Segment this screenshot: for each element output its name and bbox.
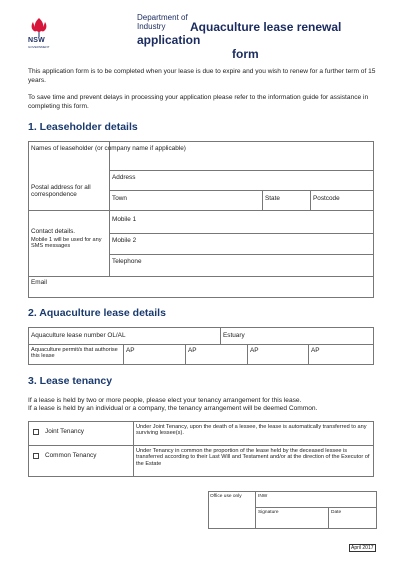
form-title-line3: form xyxy=(232,47,259,61)
town-label: Town xyxy=(112,195,127,202)
email-label: Email xyxy=(31,279,47,286)
permit-ap-3: AP xyxy=(250,347,259,354)
joint-tenancy-description: Under Joint Tenancy, upon the death of a lessee, the lease is automatically transferred to any surviving lessee(s). xyxy=(136,424,367,437)
mobile-2-label: Mobile 2 xyxy=(112,237,137,244)
office-use-label: Office use only xyxy=(210,494,242,499)
postal-address-label: Postal address for all correspondence xyxy=(31,184,91,199)
common-tenancy-label: Common Tenancy xyxy=(45,452,97,459)
permit-ap-2: AP xyxy=(188,347,197,354)
intro-paragraph-2: To save time and prevent delays in processing your application please refer to the information guide for assistance in completing this form. xyxy=(28,94,369,110)
form-title: Aquaculture lease renewal xyxy=(190,20,342,34)
state-label: State xyxy=(265,195,280,202)
permits-label: Aquaculture permit/s that authorise this lease xyxy=(31,347,118,360)
common-tenancy-description: Under Tenancy in common the proportion of the lease held by the deceased lessee is transferred according to their Last Will and Testament and/or at the direction of the Executor of the Estate xyxy=(136,448,370,467)
mobile-1-label: Mobile 1 xyxy=(112,216,137,223)
nsw-waratah-logo xyxy=(28,16,50,38)
tenancy-paragraph-2: If a lease is held by an individual or a company, the tenancy arrangement will be deemed Common. xyxy=(28,405,318,412)
permit-ap-1: AP xyxy=(126,347,135,354)
inw-label: INW xyxy=(258,494,268,499)
joint-tenancy-checkbox[interactable] xyxy=(33,429,39,435)
common-tenancy-checkbox[interactable] xyxy=(33,453,39,459)
section-3-heading: 3. Lease tenancy xyxy=(28,375,113,387)
tenancy-paragraph-1: If a lease is held by two or more people, please elect your tenancy arrangement for this lease. xyxy=(28,397,302,404)
permit-ap-4: AP xyxy=(311,347,320,354)
section-1-heading: 1. Leaseholder details xyxy=(28,121,138,133)
department-name: Department of Industry xyxy=(137,13,188,31)
logo-text: NSW xyxy=(28,37,45,44)
intro-paragraph-1: This application form is to be completed when your lease is due to expire and you wish to renew for a further term of 15 years. xyxy=(28,68,376,84)
section-2-heading: 2. Aquaculture lease details xyxy=(28,307,166,319)
date-label: Date xyxy=(331,510,342,515)
joint-tenancy-label: Joint Tenancy xyxy=(45,428,84,435)
address-label: Address xyxy=(112,174,136,181)
contact-details-label: Contact details. xyxy=(31,228,76,235)
estuary-label: Estuary xyxy=(223,332,245,339)
contact-details-note: Mobile 1 will be used for any SMS messages xyxy=(31,237,102,250)
form-version-date: April 2017 xyxy=(351,545,374,551)
postcode-label: Postcode xyxy=(313,195,340,202)
leaseholder-names-field[interactable] xyxy=(110,142,373,169)
logo-subtext: GOVERNMENT xyxy=(28,45,50,49)
signature-label: Signature xyxy=(258,510,279,515)
form-title-line2: application xyxy=(137,33,201,47)
lease-number-label: Aquaculture lease number OL/AL xyxy=(31,332,126,339)
telephone-label: Telephone xyxy=(112,258,142,265)
leaseholder-names-label: Names of leaseholder (or company name if applicable) xyxy=(31,145,186,152)
